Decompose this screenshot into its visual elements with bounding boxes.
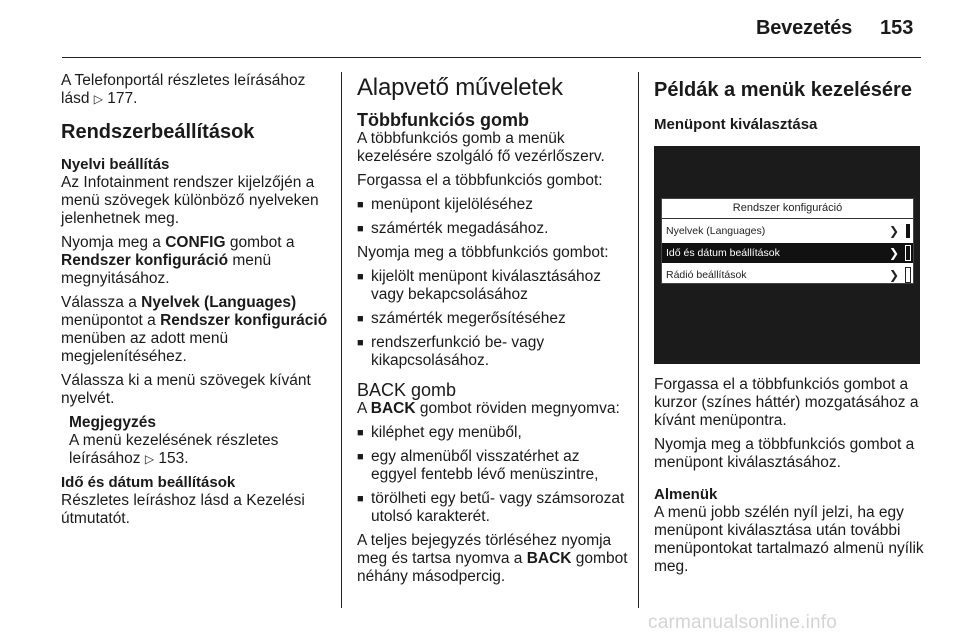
list-item: ■ kijelölt menüpont kiválasztásához vagy bekapcsolásához — [357, 268, 629, 304]
rotate-list — [357, 196, 629, 238]
column-3 — [654, 72, 924, 582]
column-divider-2 — [638, 72, 639, 608]
scrollbar-segment — [905, 223, 911, 239]
chevron-right-icon: ❯ — [888, 268, 899, 282]
subheading-back: BACK gomb — [357, 380, 457, 400]
press-list — [357, 268, 629, 370]
header-rule — [62, 57, 921, 58]
section-heading-basic: Alapvető műveletek — [357, 74, 563, 101]
chevron-right-icon: ❯ — [888, 224, 899, 238]
languages-paragraph: Válassza a Nyelvek (Languages) menüpontot a Rendszer konfiguráció menüben az adott menü megjelenítéséhez. — [61, 294, 328, 365]
page-ref-link[interactable]: 177. — [107, 90, 138, 107]
rotate-cursor-paragraph: Forgassa el a többfunkciós gombot a kurzor (színes háttér) mozgatásához a kívánt menüpontra. — [654, 376, 919, 429]
datetime-paragraph: Részletes leíráshoz lásd a Kezelési útmutatót. — [61, 492, 305, 527]
scrollbar-segment — [905, 267, 911, 283]
menu-row-selected: Idő és dátum beállítások ❯ — [662, 243, 913, 263]
list-item: ■ egy almenüből visszatérhet az eggyel fentebb lévő menüszintre, — [357, 448, 629, 484]
section-heading-examples: Példák a menük kezelésére — [654, 79, 912, 101]
back-list — [357, 424, 629, 526]
list-item: ■ számérték megadásához. — [357, 220, 629, 238]
page-number: 153 — [880, 17, 914, 39]
subheading-language: Nyelvi beállítás — [61, 156, 170, 173]
menu-row: Nyelvek (Languages) ❯ — [662, 221, 913, 241]
section-heading-settings: Rendszerbeállítások — [61, 121, 255, 143]
list-item: ■ törölheti egy betű- vagy számsorozat utolsó karakterét. — [357, 490, 629, 526]
ref-arrow-icon: ▷ — [144, 452, 155, 466]
subheading-select: Menüpont kiválasztása — [654, 116, 818, 133]
menu-screenshot-figure — [654, 146, 920, 364]
note-title: Megjegyzés — [69, 414, 157, 431]
telefonportal-paragraph: A Telefonportál részletes leírásához lásd ▷ 177. — [61, 72, 306, 107]
note-text: A menü kezelésének részletes leírásához ▷ 153. — [69, 432, 279, 467]
press-select-paragraph: Nyomja meg a többfunkciós gombot a menüpont kiválasztásához. — [654, 436, 915, 471]
list-item: ■ kiléphet egy menüből, — [357, 424, 629, 442]
menu-display-panel — [661, 198, 914, 284]
subheading-datetime: Idő és dátum beállítások — [61, 474, 236, 491]
menu-row: Rádió beállítások ❯ — [662, 265, 913, 285]
press-intro: Nyomja meg a többfunkciós gombot: — [357, 244, 609, 261]
rotate-intro: Forgassa el a többfunkciós gombot: — [357, 172, 603, 189]
back-intro: A BACK gombot röviden megnyomva: — [357, 400, 620, 417]
watermark: carmanualsonline.info — [648, 612, 838, 633]
language-intro: Az Infotainment rendszer kijelzőjén a menü szövegek különböző nyelveken jelenhetnek meg. — [61, 174, 319, 227]
submenu-paragraph: A menü jobb szélén nyíl jelzi, ha egy menüpont kiválasztása után további menüpontokat tartalmazó almenü nyílik meg. — [654, 504, 924, 575]
back-hold-paragraph: A teljes bejegyzés törléséhez nyomja meg és tartsa nyomva a BACK gombot néhány másodpercig. — [357, 532, 628, 585]
column-divider-1 — [341, 72, 342, 608]
list-item: ■ rendszerfunkció be- vagy kikapcsolásához. — [357, 334, 629, 370]
multifunction-intro: A többfunkciós gomb a menük kezelésére szolgáló fő vezérlőszerv. — [357, 130, 605, 165]
subheading-multifunction: Többfunkciós gomb — [357, 110, 529, 130]
ref-arrow-icon: ▷ — [93, 92, 103, 106]
config-paragraph: Nyomja meg a CONFIG gombot a Rendszer konfiguráció menü megnyitásához. — [61, 234, 295, 287]
chevron-right-icon: ❯ — [888, 246, 899, 260]
column-1 — [61, 72, 333, 534]
list-item: ■ menüpont kijelöléséhez — [357, 196, 629, 214]
page-header-title: Bevezetés — [756, 17, 853, 39]
menu-display-title: Rendszer konfiguráció — [662, 199, 913, 219]
page-ref-link[interactable]: 153. — [158, 450, 189, 467]
scrollbar-segment — [905, 245, 911, 261]
note-box — [61, 414, 333, 468]
subheading-submenu: Almenük — [654, 486, 718, 503]
choose-language-paragraph: Válassza ki a menü szövegek kívánt nyelvét. — [61, 372, 311, 407]
column-2 — [357, 72, 629, 592]
list-item: ■ számérték megerősítéséhez — [357, 310, 629, 328]
